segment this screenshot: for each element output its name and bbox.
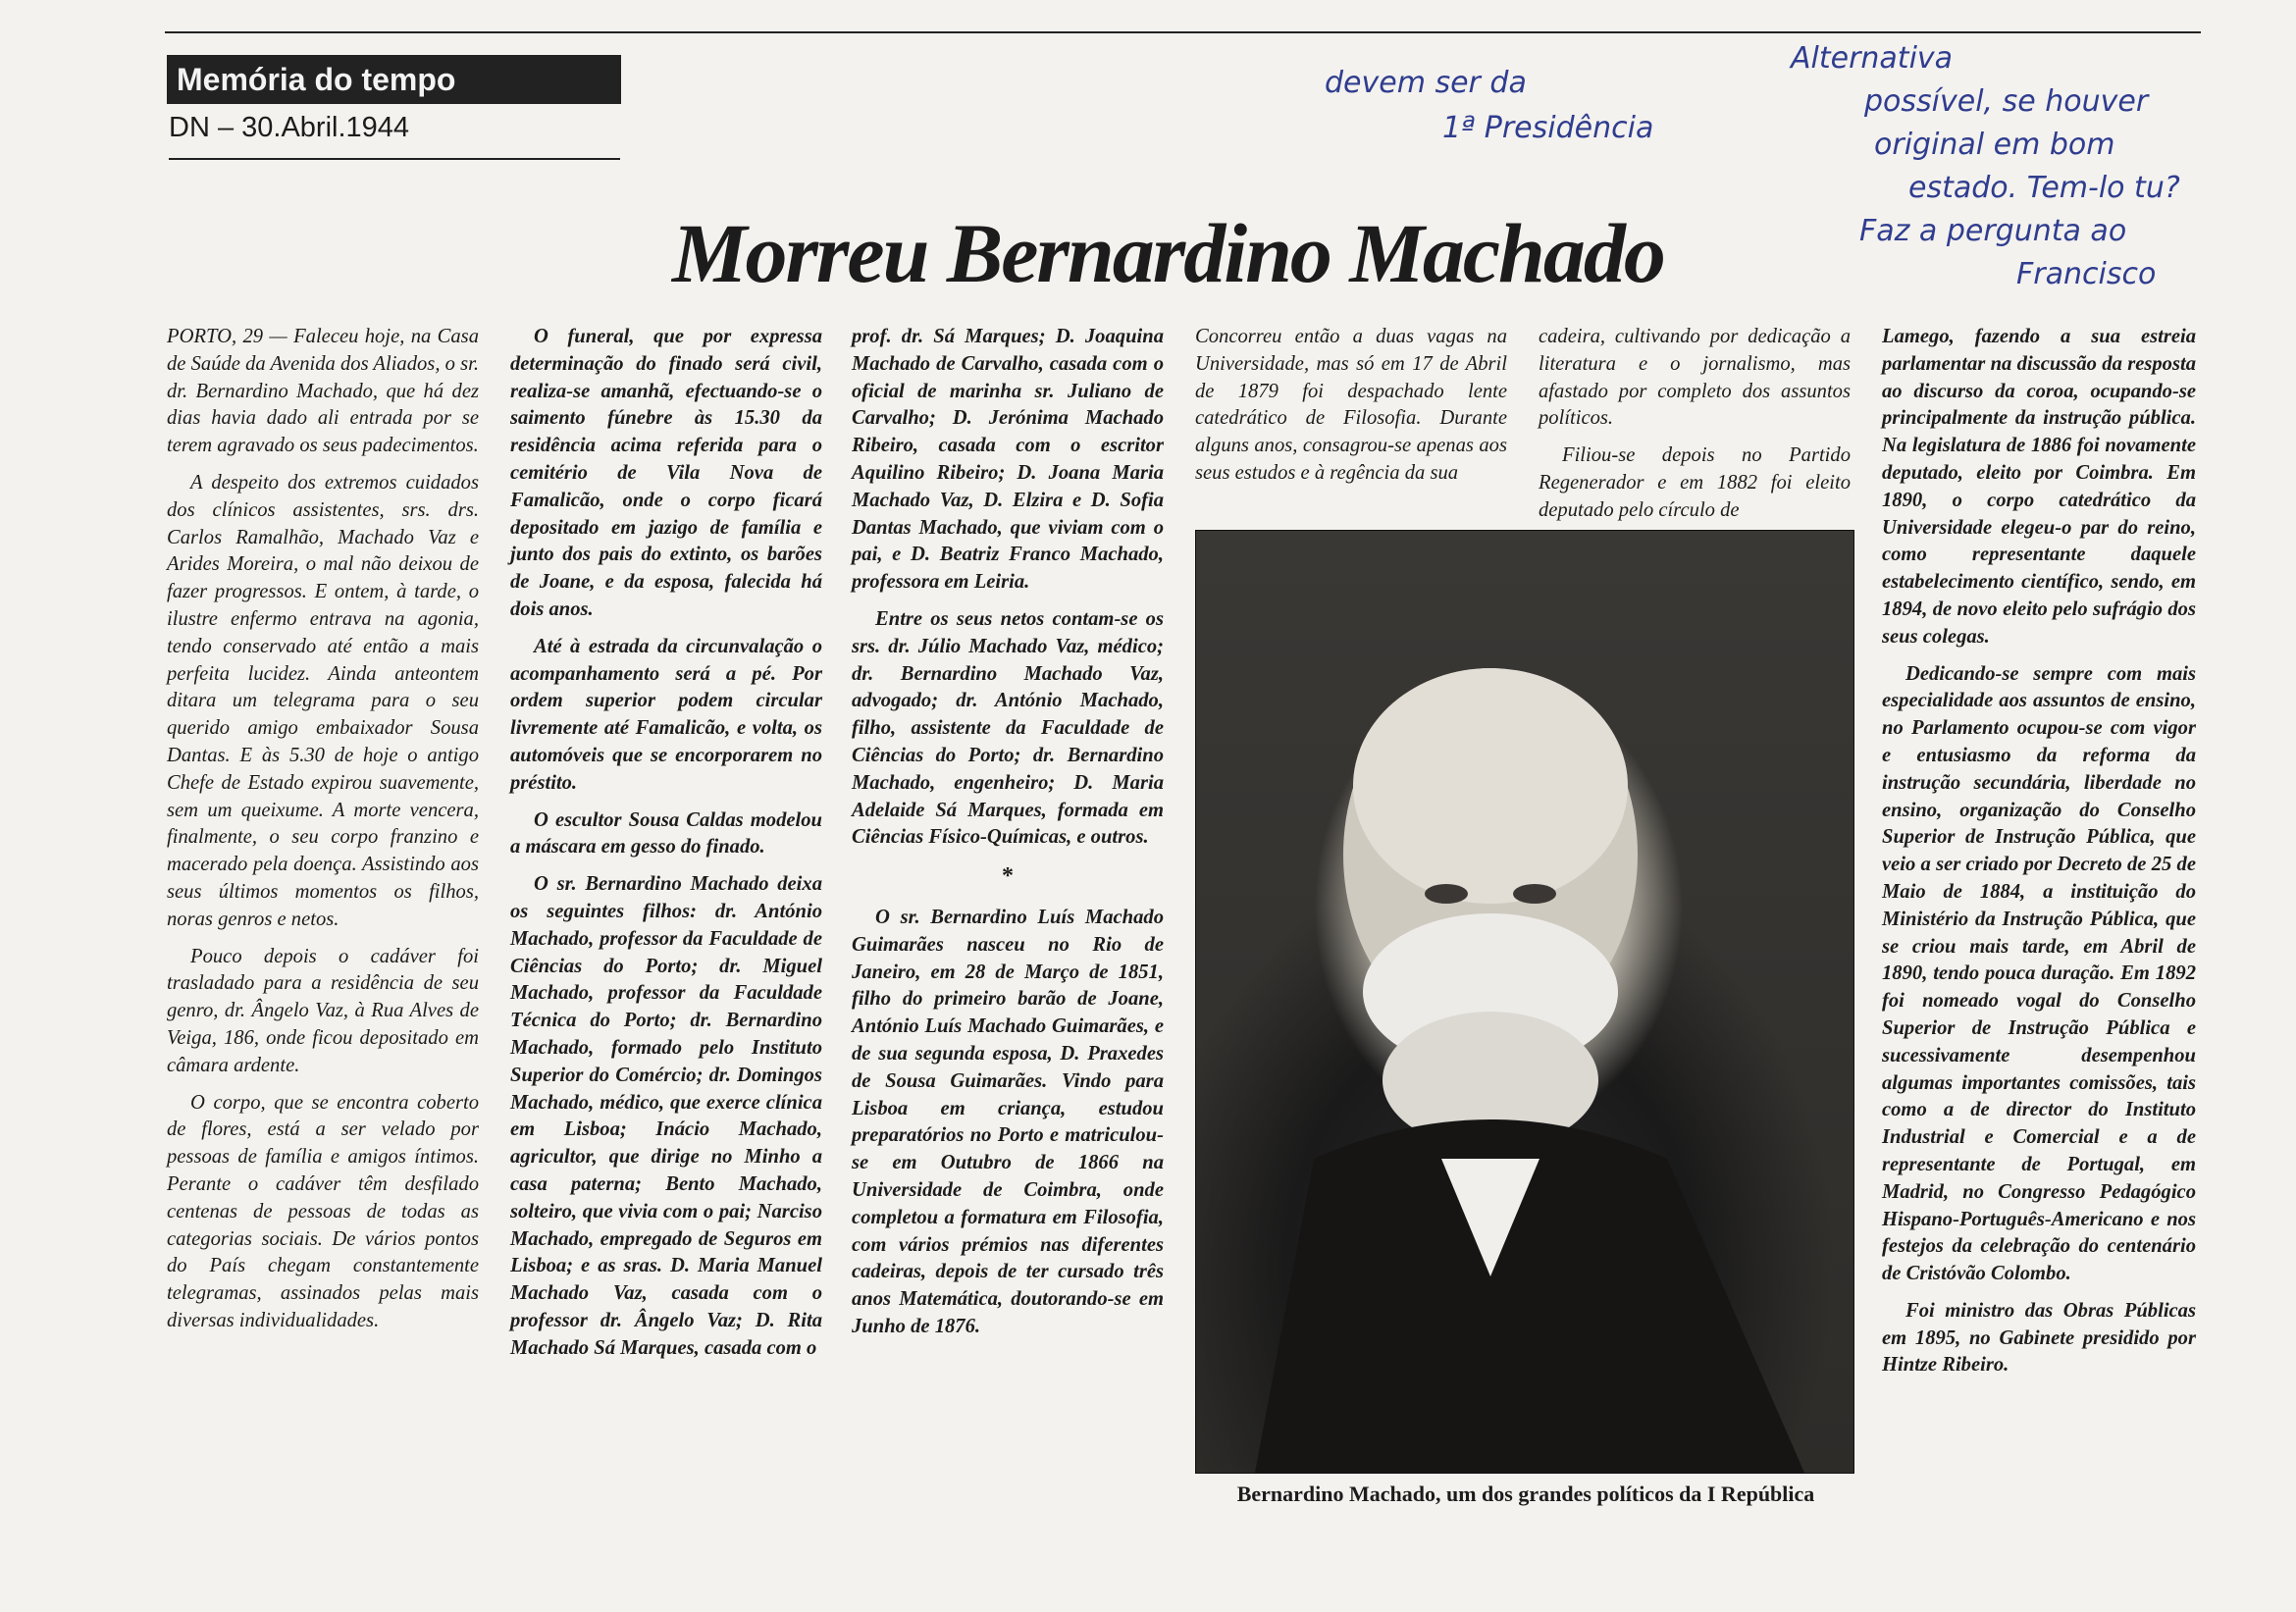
handwritten-line: possível, se houver (1864, 84, 2149, 119)
handwritten-line: Faz a pergunta ao (1859, 214, 2127, 248)
portrait-photo-icon (1195, 530, 1854, 1474)
article-column-4 (1195, 324, 1507, 497)
paragraph: O sr. Bernardino Luís Machado Guimarães nasceu no Rio de Janeiro, em 28 de Março de 1851, filho do primeiro barão de Joane, António Luís Machado Guimarães, e de sua segunda esposa, D. Praxedes de Sousa Guimarães. Vindo para Lisboa em criança, estudou preparatórios no Porto e matriculou-se em Outubro de 1866 na Universidade de Coimbra, onde completou a formatura em Filosofia, com vários prémios nas diferentes cadeiras, depois de ter cursado três anos Matemática, doutorando-se em Junho de 1876. (852, 906, 1164, 1337)
paragraph: Dedicando-se sempre com mais especialidade aos assuntos de ensino, no Parlamento ocupou-se com vigor e entusiasmo da reforma da instrução secundária, liberdade no ensino, organização do Conselho Superior de Instrução Pública, que veio a ser criado por Decreto de 25 de Maio de 1884, a instituição do Ministério da Instrução Pública, que se criou mais tarde, em Abril de 1890, tendo pouca duração. Em 1892 foi nomeado vogal do Conselho Superior de Instrução Pública e sucessivamente desempenhou algumas importantes comissões, tais como a de director do Instituto Industrial e Comercial e a de representante de Portugal, em Madrid, no Congresso Pedagógico Hispano-Português-Americano e nos festejos da celebração do centenário de Cristóvão Colombo. (1882, 662, 2196, 1285)
handwritten-line: 1ª Presidência (1442, 111, 1654, 145)
paragraph: Lamego, fazendo a sua estreia parlamentar na discussão da resposta ao discurso da coroa, ocupando-se principalmente da instrução pública. Na legislatura de 1886 foi novamente deputado, eleito por Coimbra. Em 1890, o corpo catedrático da Universidade elegeu-o par do reino, como representante daquele estabelecimento científico, sendo, em 1894, de novo eleito pelo sufrágio dos seus colegas. (1882, 326, 2196, 648)
publication-dateline: DN – 30.Abril.1944 (169, 112, 620, 160)
paragraph: cadeira, cultivando por dedicação a literatura e o jornalismo, mas afastado por completo dos assuntos políticos. (1539, 326, 1851, 430)
section-tag: Memória do tempo (167, 55, 621, 104)
handwritten-line: original em bom (1874, 128, 2115, 162)
article-column-3 (852, 324, 1164, 1351)
handwritten-line: Alternativa (1791, 41, 1954, 76)
paragraph: PORTO, 29 — Faleceu hoje, na Casa de Saúde da Avenida dos Aliados, o sr. dr. Bernardino Machado, que há dez dias havia dado ali entrada por se terem agravado os seus padecimentos. (167, 326, 479, 457)
portrait-figure (1196, 531, 1853, 1473)
handwritten-note-a (1325, 61, 1653, 151)
section-separator: * (1002, 863, 1014, 890)
paragraph: O corpo, que se encontra coberto de flores, está a ser velado por pessoas de família e amigos íntimos. Perante o cadáver têm desfilado centenas de pessoas de todas as categorias sociais. De vários pontos do País chegam constantemente telegramas, assinados pelas mais diversas individualidades. (167, 1091, 479, 1331)
paragraph: O sr. Bernardino Machado deixa os seguintes filhos: dr. António Machado, professor da Faculdade de Ciências do Porto; dr. Miguel Machado, professor da Faculdade Técnica do Porto; dr. Bernardino Machado, formado pelo Instituto Superior do Comércio; dr. Domingos Machado, médico, que exerce clínica em Lisboa; Inácio Machado, agricultor, que dirige no Minho a casa paterna; Bento Machado, solteiro, que vivia com o pai; Narciso Machado, empregado de Seguros em Lisboa; e as sras. D. Maria Manuel Machado Vaz, casada com o professor dr. Ângelo Vaz; D. Rita Machado Sá Marques, casada com o (510, 873, 822, 1359)
article-column-6 (1882, 324, 2196, 1389)
handwritten-line: Francisco (2016, 257, 2157, 291)
paragraph: Entre os seus netos contam-se os srs. dr. Júlio Machado Vaz, médico; dr. Bernardino Machado Vaz, advogado; dr. António Machado, filho, assistente da Faculdade de Ciências do Porto; dr. Bernardino Machado, engenheiro; D. Maria Adelaide Sá Marques, formada em Ciências Físico-Químicas, e outros. (852, 607, 1164, 849)
paragraph: A despeito dos extremos cuidados dos clínicos assistentes, srs. drs. Carlos Ramalhão, Machado Vaz e Arides Moreira, o mal não deixou de fazer progressos. E ontem, à tarde, o ilustre enfermo entrava na agonia, tendo conservado até então a mais perfeita lucidez. Ainda anteontem ditara um telegrama para o seu querido amigo embaixador Sousa Dantas. E às 5.30 de hoje o antigo Chefe de Estado expirou suavemente, sem um queixume. A morte vencera, finalmente, o seu corpo franzino e macerado pela doença. Assistindo aos seus últimos momentos os filhos, noras genros e netos. (167, 471, 479, 930)
article-column-1 (167, 324, 479, 1345)
paragraph: Concorreu então a duas vagas na Universidade, mas só em 17 de Abril de 1879 foi despachado lente catedrático de Filosofia. Durante alguns anos, consagrou-se apenas aos seus estudos e à regência da sua (1195, 326, 1507, 484)
top-rule (165, 31, 2201, 33)
handwritten-line: devem ser da (1325, 66, 1527, 100)
article-column-5 (1539, 324, 1851, 535)
paragraph: prof. dr. Sá Marques; D. Joaquina Machado de Carvalho, casada com o oficial de marinha sr. Juliano de Carvalho; D. Jerónima Machado Ribeiro, casada com o escritor Aquilino Ribeiro; D. Joana Maria Machado Vaz, D. Elzira e D. Sofia Dantas Machado, que viviam com o pai, e D. Beatriz Franco Machado, professora em Leiria. (852, 326, 1164, 594)
handwritten-note-b (1791, 37, 2180, 296)
photo-caption: Bernardino Machado, um dos grandes políticos da I República (1236, 1482, 1815, 1506)
headline: Morreu Bernardino Machado (672, 206, 1664, 300)
paragraph: O escultor Sousa Caldas modelou a máscara em gesso do finado. (510, 808, 822, 858)
paragraph: Foi ministro das Obras Públicas em 1895, no Gabinete presidido por Hintze Ribeiro. (1882, 1299, 2196, 1377)
paragraph: O funeral, que por expressa determinação do finado será civil, realiza-se amanhã, efectuando-se o saimento fúnebre às 15.30 da residência acima referida para o cemitério de Vila Nova de Famalicão, onde o corpo ficará depositado em jazigo de família e junto dos pais do extinto, os barões de Joane, e da esposa, falecida há dois anos. (510, 326, 822, 620)
paragraph: Filiou-se depois no Partido Regenerador e em 1882 foi eleito deputado pelo círculo de (1539, 444, 1851, 521)
paragraph: Pouco depois o cadáver foi trasladado para a residência de seu genro, dr. Ângelo Vaz, à Rua Alves de Veiga, 186, onde ficou depositado em câmara ardente. (167, 945, 479, 1076)
article-column-2 (510, 324, 822, 1372)
handwritten-line: estado. Tem-lo tu? (1908, 171, 2180, 205)
paragraph: Até à estrada da circunvalação o acompanhamento será a pé. Por ordem superior podem circular livremente até Famalicão, e volta, os automóveis que se encorporarem no préstito. (510, 635, 822, 794)
